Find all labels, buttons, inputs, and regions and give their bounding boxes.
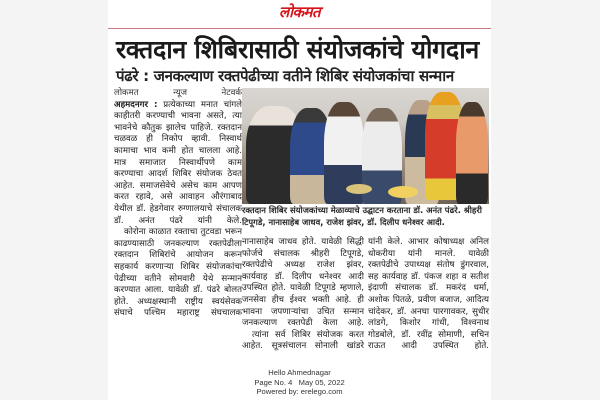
edition-name: Hello Ahmednagar: [268, 368, 331, 377]
article-photo: [242, 88, 489, 204]
photo-caption: रक्तदान शिबिर संयोजकांच्या मेळाव्याचे उद्घाटन करताना डॉ. अनंत पंढरे. श्रीहरी टिपूगडे, नानासाहेब जाधव, राजेश झंवर, डॉ. दिलीप धनेश्वर आदी.: [242, 205, 482, 227]
page-footer: [108, 368, 491, 397]
paragraph-1-text: प्रत्येकाच्या मनात चांगले काहीतरी करण्याची भावना असते, त्या भावनेचे कौतुक झालेच पाहिजे. रक्तदान चळवळ ही निकोप व्हावी. निस्वार्थ कामाचा भाव कमी होत चालला आहे. मात्र समाजात निस्वार्थीपणे काम करण्याचा आदर्श शिबिर संयोजक ठेवत आहेत. समाजसेवेचे असेच काम आपण करत रहावे, असे आवाहन औरंगाबाद येथील डॉ. हेडगेवार रुग्णालयाचे संचालक डॉ. अनंत पंढरे यांनी केले.: [114, 99, 242, 226]
article-paragraph-2: कोरोना काळात रक्ताचा तुटवडा भरून काढण्यासाठी जनकल्याण रक्तपेढीला रक्तदान शिबिरांचे आयोजन करून सहकार्य करणाऱ्या शिबिर संयोजकांचा पेढीच्या वतीने सोमवारी येथे सन्मान करण्यात आला. यावेळी डॉ. पंढरे बोलत होते. अध्यक्षस्थानी राष्ट्रीय स्वयंसेवक संघाचे पश्चिम महाराष्ट्र संघचालक: [114, 227, 242, 319]
article-paragraph-5: यांनी केले. आभार कोषाध्यक्ष अनिल धोकरीया यांनी मानले. यावेळी रक्तपेढीचे उपाध्यक्ष संतोष डुंगरवाल, सह कार्यवाह डॉ. पंकज शहा व सतीश इंदाणी संचालक डॉ. मकरंद धर्मा, अशोक पितळे, प्रवीण बजाज, आदित्य चांदेकर, डॉ. अनघा पारगावकर, सुधीर लांडगे, किशोर गांधी, विश्वनाथ गोडबोले, डॉ. रवींद्र सोमाणी, सचिन राऊत आदी उपस्थित होते.: [368, 237, 489, 352]
byline: लोकमत न्यूज नेटवर्क: [114, 88, 242, 98]
page-number-date: Page No. 4 May 05, 2022: [254, 377, 345, 387]
article-column-middle: [242, 237, 364, 353]
powered-by-link[interactable]: Powered by: erelego.com: [256, 387, 343, 396]
article-paragraph-4: त्यांना सर्व शिबिर संयोजक करत आहेत. सूत्रसंचालन सोनाली खांडरे: [242, 329, 364, 352]
article-column-left: [114, 88, 242, 320]
photo-person-orange-shirt: [456, 102, 488, 204]
photo-flower-plate: [388, 186, 418, 198]
masthead-divider: [108, 28, 491, 29]
article-paragraph-1: [114, 100, 242, 228]
photo-lamp: [346, 184, 372, 194]
article-subheadline: पंढरे : जनकल्याण रक्तपेढीच्या वतीने शिबिर संयोजकांचा सन्मान: [116, 67, 454, 85]
article-paragraph-3: नानासाहेब जाधव होते. यावेळी सिद्धी फोर्जचे संचालक श्रीहरी टिपूगडे, रक्तपेढीचे अध्यक्ष राजेश झंवर, कार्यवाह डॉ. दिलीप धनेश्वर आदी उपस्थित होते. यावेळी टिपूगडे म्हणाले, जनसेवा हीच ईश्वर भक्ती आहे. ही भावना जपणाऱ्यांचा उचित सन्मान जनकल्याण रक्तपेढी केला आहे.: [242, 237, 364, 329]
newspaper-page: [108, 0, 491, 400]
dateline: अहमदनगर :: [114, 99, 158, 110]
article-column-right: [368, 237, 489, 353]
lokmat-logo: लोकमत: [278, 3, 321, 21]
article-headline: रक्तदान शिबिरासाठी संयोजकांचे योगदान: [116, 35, 479, 64]
